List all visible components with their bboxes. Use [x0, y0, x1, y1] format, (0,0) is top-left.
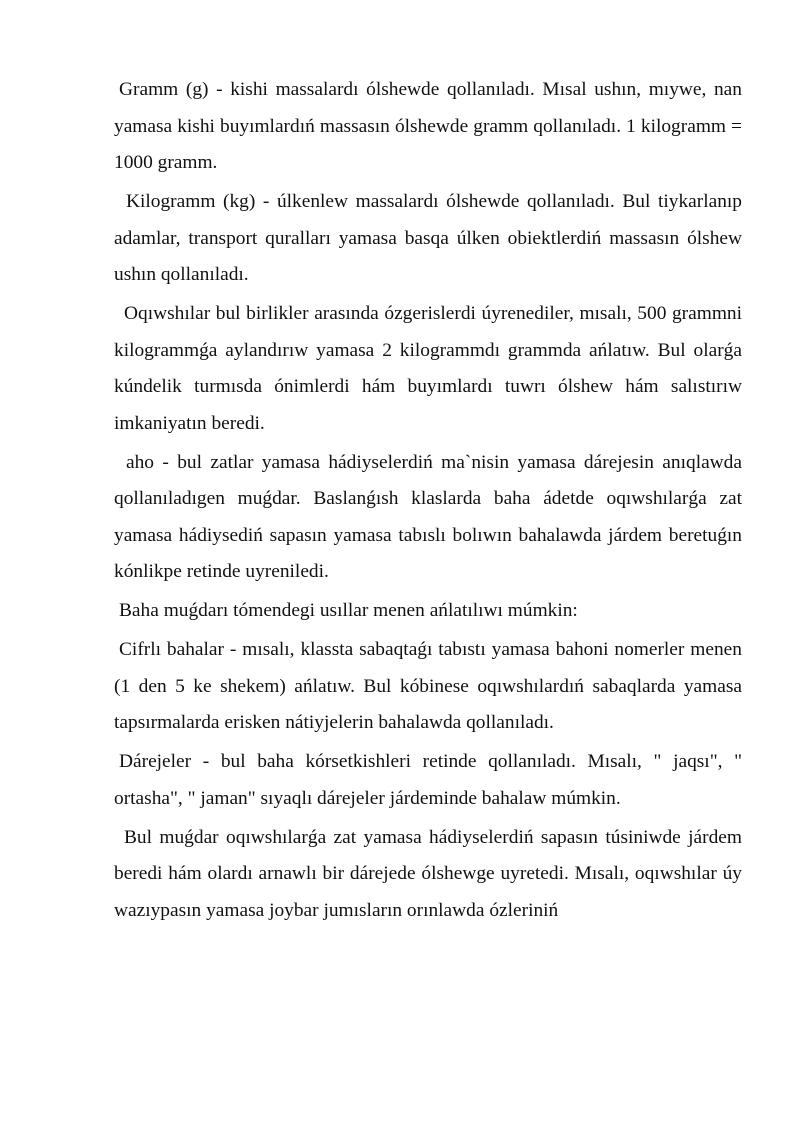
paragraph-numeric-grades: Cifrlı bahalar - mısalı, klassta sabaqtaǵı tabıstı yamasa bahoni nomerler menen (1 den 5 ke shekem) ańlatıw. Bul kóbinese oqıwshılardıń sabaqlarda yamasa tapsırmalarda erisken nátiyjelerin bahalawda qollanıladı.: [114, 639, 742, 733]
document-body: [114, 72, 742, 932]
paragraph-kilogramm: Kilogramm (kg) - úlkenlew massalardı ólshewde qollanıladı. Bul tiykarlanıp adamlar, transport quralları yamasa basqa úlken obiektlerdiń massasın ólshew ushın qollanıladı.: [114, 191, 742, 285]
paragraph-muqdar-usage: Bul muǵdar oqıwshılarǵa zat yamasa hádiyselerdiń sapasın túsiniwde járdem beredi hám olardı arnawlı bir dárejede ólshewge uyretedi. Mısalı, oqıwshılar úy wazıypasın yamasa joybar jumısların orınlawda ózleriniń: [114, 826, 742, 921]
paragraph-unit-conversion: Oqıwshılar bul birlikler arasında ózgerislerdi úyrenediler, mısalı, 500 grammni kilogrammǵa aylandırıw yamasa 2 kilogrammdı grammda ańlatıw. Bul olarǵa kúndelik turmısda ónimlerdi hám buyımlardı tuwrı ólshew hám salıstırıw imkaniyatın beredi.: [114, 303, 742, 434]
paragraph-gramm: Gramm (g) - kishi massalardı ólshewde qollanıladı. Mısal ushın, mıywe, nan yamasa kishi buyımlardıń massasın ólshewde gramm qollanıladı. 1 kilogramm = 1000 gramm.: [114, 79, 742, 173]
paragraph-baho-definition: aho - bul zatlar yamasa hádiyselerdiń ma`nisin yamasa dárejesin anıqlawda qollanıladıgen muǵdar. Baslanǵısh klaslarda baha ádetde oqıwshılarǵa zat yamasa hádiysediń sapasın yamasa tabıslı bolıwın bahalawda járdem beretuǵın kónlikpe retinde uyreniledi.: [114, 451, 742, 582]
paragraph-grade-levels: Dárejeler - bul baha kórsetkishleri retinde qollanıladı. Mısalı, " jaqsı", " ortasha", " jaman" sıyaqlı dárejeler járdeminde bahalaw múmkin.: [114, 751, 742, 809]
paragraph-baha-methods-intro: Baha muǵdarı tómendegi usıllar menen ańlatılıwı múmkin:: [119, 600, 578, 621]
